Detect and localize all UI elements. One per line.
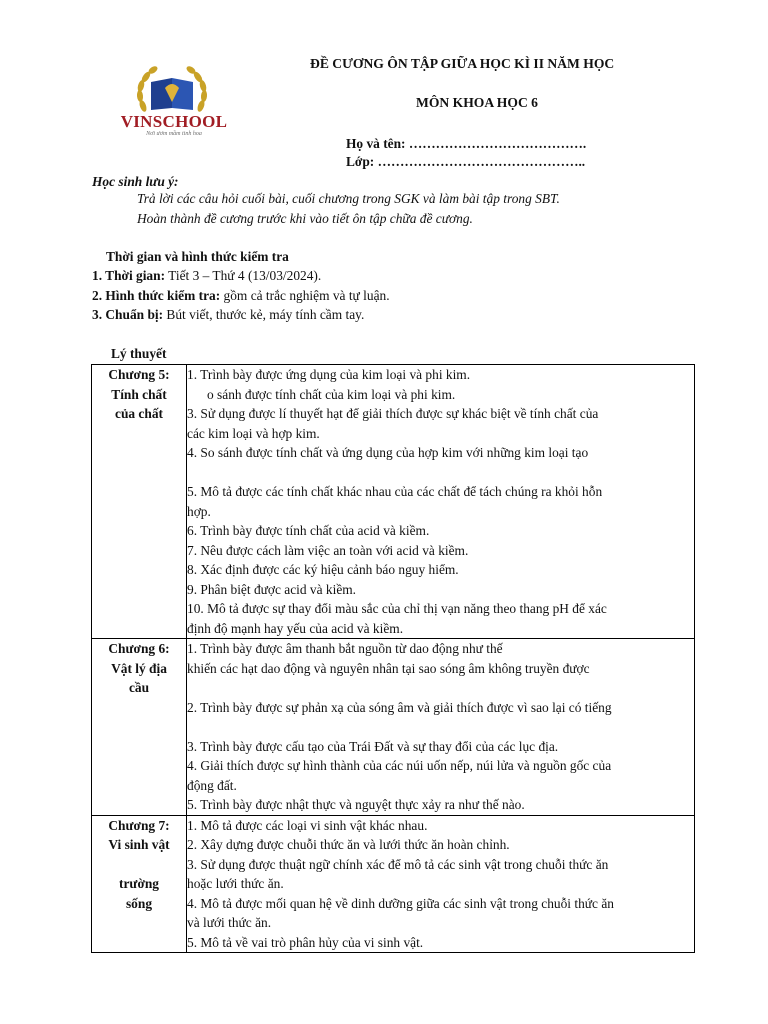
list-item: 8. Xác định được các ký hiệu cảnh báo nguy hiểm. — [187, 562, 459, 577]
list-item: 4. Giải thích được sự hình thành của các núi uốn nếp, núi lửa và nguồn gốc của — [187, 758, 612, 773]
list-item: 2. Xây dựng được chuỗi thức ăn và lưới thức ăn hoàn chỉnh. — [187, 837, 510, 852]
list-item: 4. Mô tả được mối quan hệ về dinh dưỡng giữa các sinh vật trong chuỗi thức ăn — [187, 895, 614, 911]
list-item: các kim loại và hợp kim. — [187, 425, 320, 441]
document-subject: MÔN KHOA HỌC 6 — [416, 95, 538, 110]
note-line: Hoàn thành đề cương trước khi vào tiết ôn tập chữa đề cương. — [137, 211, 473, 226]
blank-line — [187, 678, 694, 698]
list-item: 3. Trình bày được cấu tạo của Trái Đất và sự thay đổi của các lục địa. — [187, 738, 559, 754]
objectives-cell — [187, 365, 695, 639]
list-item: 1. Trình bày được ứng dụng của kim loại và phi kim. — [187, 367, 471, 382]
student-class-field: Lớp: ……………………………………….. — [346, 154, 586, 169]
exam-format: 2. Hình thức kiểm tra: gồm cả trắc nghiệm và tự luận. — [92, 288, 390, 303]
list-item: 5. Mô tả được các tính chất khác nhau của các chất để tách chúng ra khỏi hỗn — [187, 484, 603, 499]
note-line: Trả lời các câu hỏi cuối bài, cuối chương trong SGK và làm bài tập trong SBT. — [137, 191, 560, 206]
objectives-cell — [187, 815, 695, 953]
logo-wordmark: VINSCHOOL — [120, 112, 228, 131]
objectives-cell — [187, 639, 695, 816]
list-item: 4. So sánh được tính chất và ứng dụng của hợp kim với những kim loại tạo — [187, 445, 589, 460]
list-item: 2. Trình bày được sự phản xạ của sóng âm và giải thích được vì sao lại có tiếng — [187, 699, 612, 715]
list-item: 3. Sử dụng được lí thuyết hạt để giải thích được sự khác biệt về tính chất của — [187, 406, 599, 421]
table-row — [92, 639, 695, 816]
notes-heading: Học sinh lưu ý: — [92, 174, 179, 189]
list-item: o sánh được tính chất của kim loại và phi kim. — [207, 386, 456, 402]
document-title: ĐỀ CƯƠNG ÔN TẬP GIỮA HỌC KÌ II NĂM HỌC — [310, 56, 615, 71]
chapter-cell: Chương 6: Vật lý địa cầu — [92, 639, 187, 816]
list-item: hoặc lưới thức ăn. — [187, 876, 284, 891]
list-item: khiến các hạt dao động và nguyên nhân tại sao sóng âm không truyền được — [187, 660, 590, 676]
chapter-cell: Chương 5: Tính chất của chất — [92, 365, 187, 639]
list-item: 5. Trình bày được nhật thực và nguyệt thực xảy ra như thế nào. — [187, 797, 525, 812]
list-item: 5. Mô tả về vai trò phân hủy của vi sinh vật. — [187, 934, 424, 950]
list-item: định độ mạnh hay yếu của acid và kiềm. — [187, 620, 404, 636]
list-item: 1. Trình bày được âm thanh bắt nguồn từ dao động như thế — [187, 641, 503, 656]
student-name-field: Họ và tên: …………………………………. — [346, 136, 587, 151]
list-item: 9. Phân biệt được acid và kiềm. — [187, 581, 357, 597]
blank-line — [187, 463, 694, 483]
exam-time: 1. Thời gian: Tiết 3 – Thứ 4 (13/03/2024). — [92, 268, 322, 283]
logo-tagline: Nơi ươm mầm tinh hoa — [146, 131, 202, 137]
theory-heading: Lý thuyết — [111, 346, 167, 361]
list-item: hợp. — [187, 503, 211, 519]
exam-heading: Thời gian và hình thức kiểm tra — [106, 249, 289, 264]
list-item: 7. Nêu được cách làm việc an toàn với acid và kiềm. — [187, 542, 469, 558]
table-row — [92, 365, 695, 639]
table-row — [92, 815, 695, 953]
list-item: 1. Mô tả được các loại vi sinh vật khác nhau. — [187, 817, 428, 833]
list-item: động đất. — [187, 777, 237, 793]
list-item: và lưới thức ăn. — [187, 915, 272, 930]
blank-line — [187, 717, 694, 737]
chapter-cell: Chương 7: Vi sinh vật trường sống — [92, 815, 187, 953]
theory-table — [91, 364, 695, 953]
list-item: 3. Sử dụng được thuật ngữ chính xác để mô tả các sinh vật trong chuỗi thức ăn — [187, 856, 609, 872]
exam-preparation: 3. Chuẩn bị: Bút viết, thước kẻ, máy tính cầm tay. — [92, 307, 365, 322]
list-item: 10. Mô tả được sự thay đổi màu sắc của chỉ thị vạn năng theo thang pH để xác — [187, 601, 607, 616]
list-item: 6. Trình bày được tính chất của acid và kiềm. — [187, 523, 430, 538]
